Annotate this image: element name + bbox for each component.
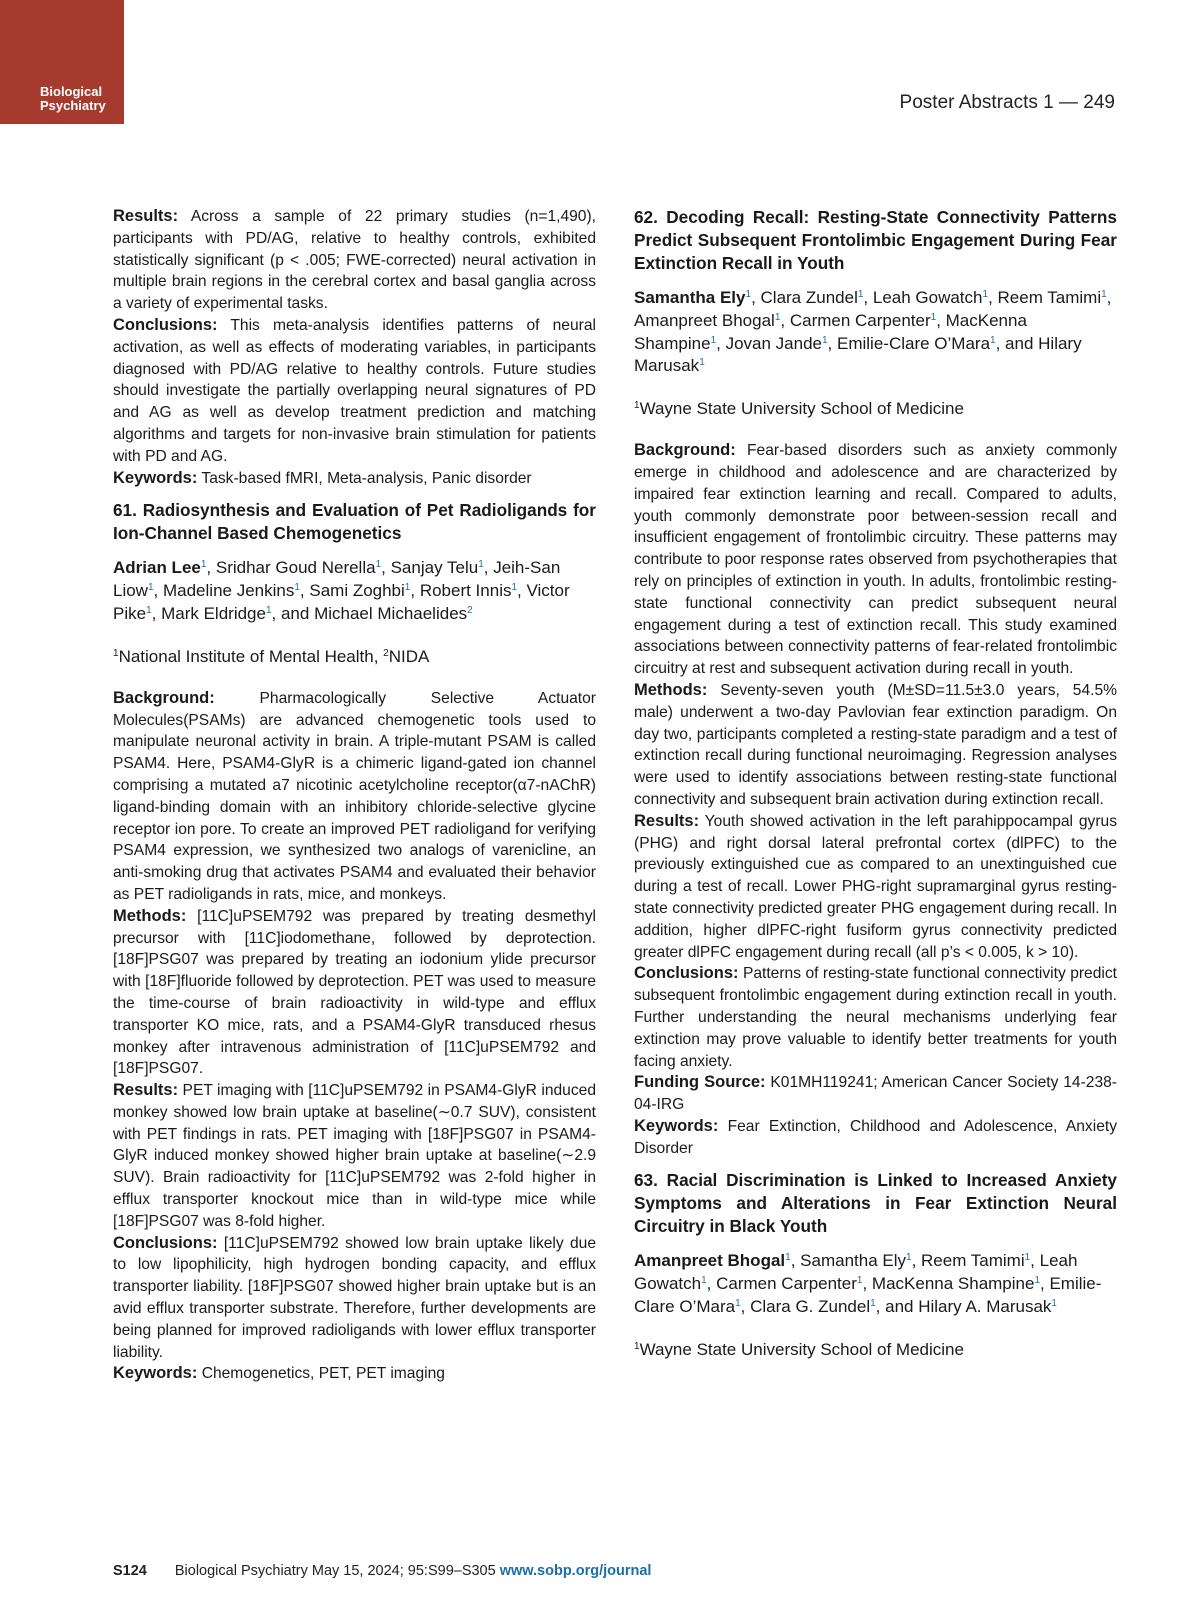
author-separator: , <box>827 333 837 353</box>
author-separator: , <box>863 288 873 307</box>
author-separator: , <box>381 558 391 578</box>
author-affiliation-marker: 1 <box>990 334 996 346</box>
author-name: Samantha Ely <box>634 288 746 307</box>
author-separator: , <box>410 581 420 601</box>
abstract-61-authors <box>113 557 596 625</box>
author-name: Jeih-San Liow <box>113 558 561 601</box>
author-name: Hilary Marusak <box>634 333 1082 376</box>
right-column <box>634 206 1117 1381</box>
journal-link[interactable]: www.sobp.org/journal <box>499 1563 652 1579</box>
author-affiliation-marker: 1 <box>146 604 152 616</box>
author-separator: , and <box>875 1297 919 1317</box>
abstract-60-conclusions: Conclusions: This meta-analysis identifies patterns of neural activation, as well as effects of moderating variables, in participants diagnosed with PD/AG relative to healthy controls. Future studies should investigate the partially overlapping neural signatures of PD and AG as well as develop treatment prediction and matching algorithms and targets for non-invasive brain stimulation for patients with PD and AG. <box>113 315 596 465</box>
abstract-61-results: Results: PET imaging with [11C]uPSEM792 in PSAM4-GlyR induced monkey showed low brain uptake at baseline(∼0.7 SUV), consistent with PET findings in rats. PET imaging with [18F]PSG07 in PSAM4-GlyR induced monkey showed higher brain uptake at baseline(∼2.9 SUV). Brain radioactivity for [11C]uPSEM792 was 2-fold higher in efflux transporter knockout mice than in wild-type mice while [18F]PSG07 was 8-fold higher. <box>113 1081 596 1230</box>
author-name: Sridhar Goud Nerella <box>215 558 376 578</box>
author-name: Jovan Jande <box>725 333 822 353</box>
author-name: Madeline Jenkins <box>162 581 295 601</box>
journal-citation: Biological Psychiatry May 15, 2024; 95:S99–S305 <box>174 1563 500 1579</box>
author-separator: , <box>517 581 527 601</box>
author-affiliation-marker: 1 <box>265 604 272 616</box>
abstract-61-title: 61. Radiosynthesis and Evaluation of Pet Radioligands for Ion-Channel Based Chemogenetics <box>113 500 596 544</box>
author-affiliation-marker: 1 <box>710 334 717 346</box>
author-name: Amanpreet Bhogal <box>634 1251 786 1271</box>
author-separator: , <box>790 1251 801 1271</box>
author-affiliation-marker: 1 <box>774 311 781 323</box>
author-affiliation-marker: 1 <box>699 357 705 369</box>
abstract-62-results: Results: Youth showed activation in the left parahippocampal gyrus (PHG) and right dorsal lateral prefrontal cortex (dlPFC) to the previously extinguished cue as compared to an unextinguished cue during a test of recall. Lower PHG-right supramarginal gyrus resting-state connectivity predicted greater PHG engagement during recall. In addition, higher dlPFC-right fusiform gyrus connectivity predicted greater dlPFC engagement during recall (all p’s < 0.005, k > 10). <box>634 811 1117 961</box>
author-name: Victor Pike <box>113 581 570 623</box>
abstract-62-authors <box>634 287 1117 378</box>
author-affiliation-marker: 1 <box>735 1298 741 1310</box>
abstract-61-conclusions: Conclusions: [11C]uPSEM792 showed low brain uptake likely due to low lipophilicity, high hydrogen bonding capacity, and efflux transporter liability. [18F]PSG07 showed higher brain uptake but is an avid efflux transporter substrate. Therefore, further developments are being planned for improved radioligands with lower efflux transporter liability. <box>113 1233 596 1361</box>
author-separator: , and <box>995 333 1039 353</box>
author-name: Sanjay Telu <box>390 558 479 578</box>
author-affiliation-marker: 1 <box>857 289 864 300</box>
author-affiliation-marker: 1 <box>294 582 300 594</box>
author-separator: , <box>862 1274 872 1294</box>
author-affiliation-marker: 1 <box>1034 1275 1041 1287</box>
author-name: Michael Michaelides <box>314 603 468 623</box>
abstract-61-background: Background: Pharmacologically Selective Actuator Molecules(PSAMs) are advanced chemogenetic tools used to manipulate neuronal activity in brain. A triple-mutant PSAM is called PSAM4. Here, PSAM4-GlyR is a chimeric ligand-gated ion channel comprising a mutated a7 nicotinic acetylcholine receptor(α7-nAChR) ligand-binding domain with an inhibitory chloride-selective glycine receptor ion pore. To create an improved PET radioligand for verifying PSAM4 expression, we synthesized two analogs of varenicline, an anti-smoking drug that activates PSAM4 and evaluated their behavior as PET radioligands in rats, mice, and monkeys. <box>113 688 596 903</box>
author-name: Clara Zundel <box>760 288 858 307</box>
author-affiliation-marker: 1 <box>1024 1252 1031 1264</box>
author-affiliation-marker: 1 <box>511 582 518 594</box>
author-affiliation-marker: 1 <box>200 559 207 571</box>
author-name: Sami Zoghbi <box>309 581 405 601</box>
author-separator: , <box>206 558 216 578</box>
author-affiliation-marker: 1 <box>701 1275 707 1287</box>
author-separator: , <box>299 581 310 601</box>
journal-logo-text: Biological Psychiatry <box>40 84 106 113</box>
abstract-61-keywords: Keywords: Chemogenetics, PET, PET imaging <box>113 1364 445 1383</box>
author-name: Robert Innis <box>419 581 512 601</box>
abstract-63-authors <box>634 1250 1117 1318</box>
author-affiliation-marker: 1 <box>982 289 989 300</box>
author-separator: , <box>716 333 726 353</box>
author-name: MacKenna Shampine <box>634 310 1027 353</box>
author-name: Reem Tamimi <box>921 1251 1025 1271</box>
author-affiliation-marker: 1 <box>821 334 828 346</box>
author-name: Samantha Ely <box>800 1251 906 1271</box>
author-separator: , <box>751 288 761 307</box>
author-name: Amanpreet Bhogal <box>634 310 775 330</box>
abstract-62-keywords: Keywords: Fear Extinction, Childhood and Adolescence, Anxiety Disorder <box>634 1116 1117 1157</box>
author-name: Carmen Carpenter <box>789 310 931 330</box>
author-affiliation-marker: 1 <box>1101 289 1107 300</box>
author-separator: , <box>988 288 998 307</box>
author-name: Leah Gowatch <box>872 288 983 307</box>
author-separator: , <box>1106 288 1112 307</box>
author-affiliation-marker: 1 <box>906 1252 912 1264</box>
author-separator: , and <box>271 603 315 623</box>
author-separator: , <box>1040 1274 1050 1294</box>
author-name: Clara G. Zundel <box>750 1297 871 1317</box>
author-affiliation-marker: 1 <box>375 559 382 571</box>
abstract-60-results: Results: Across a sample of 22 primary studies (n=1,490), participants with PD/AG, relative to healthy controls, exhibited statistically significant (p < .005; FWE-corrected) neural activation in multiple brain regions in the cerebral cortex and basal ganglia across a variety of experimental tasks. <box>113 207 596 313</box>
running-head: Poster Abstracts 1 — 249 <box>899 92 1115 113</box>
author-affiliation-marker: 1 <box>930 311 937 323</box>
author-name: Mark Eldridge <box>161 603 266 623</box>
abstract-60-keywords: Keywords: Task-based fMRI, Meta-analysis, Panic disorder <box>113 468 532 487</box>
author-separator: , <box>740 1297 751 1317</box>
author-affiliation-marker: 1 <box>404 582 411 594</box>
author-separator: , <box>911 1251 922 1271</box>
author-affiliation-marker: 1 <box>745 289 752 300</box>
author-name: Carmen Carpenter <box>716 1274 857 1294</box>
author-affiliation-marker: 1 <box>1051 1298 1057 1310</box>
abstract-61-affiliations: $^1$National Institute of Mental Health, $^2$NIDA <box>113 646 430 666</box>
abstract-63-title: 63. Racial Discrimination is Linked to Increased Anxiety Symptoms and Alterations in Fear Extinction Neural Circuitry in Black Youth <box>634 1170 1117 1237</box>
left-column <box>113 206 596 1385</box>
author-affiliation-marker: 1 <box>856 1275 863 1287</box>
journal-logo <box>0 0 124 124</box>
author-name: Reem Tamimi <box>997 288 1102 307</box>
author-affiliation-marker: 1 <box>870 1298 876 1310</box>
author-separator: , <box>151 603 162 623</box>
author-affiliation-marker: 1 <box>147 582 154 594</box>
abstract-62-methods: Methods: Seventy-seven youth (M±SD=11.5±3.0 years, 54.5% male) underwent a two-day Pavlovian fear extinction paradigm. On day two, participants completed a resting-state paradigm and a test of extinction recall during functional neuroimaging. Regression analyses were used to identify associations between resting-state functional connectivity and subsequent brain activation during extinction recall. <box>634 680 1117 808</box>
author-separator: , <box>706 1274 717 1294</box>
author-name: MacKenna Shampine <box>871 1274 1035 1294</box>
author-name: Hilary A. Marusak <box>918 1297 1052 1317</box>
author-affiliation-marker: 1 <box>785 1252 791 1264</box>
abstract-63-affiliation: $^1$Wayne State University School of Medicine <box>634 1339 964 1359</box>
author-separator: , <box>483 558 494 578</box>
abstract-62-funding: Funding Source: K01MH119241; American Cancer Society 14-238-04-IRG <box>634 1073 1117 1114</box>
abstract-62-affiliation: $^1$Wayne State University School of Medicine <box>634 399 964 419</box>
abstract-62-background: Background: Fear-based disorders such as anxiety commonly emerge in childhood and adolescence and are characterized by impaired fear extinction learning and recall. Compared to adults, youth commonly demonstrate poor between-session recall and insufficient engagement of frontolimbic circuitry. These patterns may contribute to poor response rates observed from psychotherapies that rely on principles of extinction in youth. In adults, frontolimbic resting-state functional connectivity can predict subsequent neural engagement during a test of extinction recall. This study examined associations between connectivity patterns of fear-related frontolimbic circuitry at rest and subsequent activation during recall in youth. <box>634 441 1117 678</box>
author-separator: , <box>1030 1251 1040 1271</box>
page-footer <box>113 1563 651 1579</box>
author-separator: , <box>780 310 790 330</box>
abstract-61-methods: Methods: [11C]uPSEM792 was prepared by treating desmethyl precursor with [11C]iodomethane, followed by deprotection. [18F]PSG07 was prepared by treating an iodonium ylide precursor with [18F]fluoride followed by deprotection. PET was used to measure the time-course of brain radioactivity in wild-type and efflux transporter KO mice, rats, and a PSAM4-GlyR transduced rhesus monkey after intravenous administration of [11C]uPSEM792 and [18F]PSG07. <box>113 906 596 1078</box>
author-separator: , <box>153 581 163 601</box>
author-name: Leah Gowatch <box>634 1251 1078 1294</box>
author-affiliation-marker: 2 <box>467 604 473 616</box>
author-affiliation-marker: 1 <box>478 559 484 571</box>
abstract-62-title: 62. Decoding Recall: Resting-State Connectivity Patterns Predict Subsequent Frontolimbic Engagement During Fear Extinction Recall in Youth <box>634 207 1117 273</box>
author-name: Emilie-Clare O’Mara <box>837 333 991 353</box>
page-number: S124 <box>113 1563 147 1579</box>
author-name: Adrian Lee <box>113 558 201 578</box>
author-separator: , <box>936 310 946 330</box>
author-name: Emilie-Clare O’Mara <box>634 1274 1102 1317</box>
abstract-62-conclusions: Conclusions: Patterns of resting-state functional connectivity predict subsequent frontolimbic engagement during extinction recall in youth. Further understanding the neural mechanisms underlying fear extinction may prove valuable to identify better treatments for youth facing anxiety. <box>634 964 1117 1070</box>
